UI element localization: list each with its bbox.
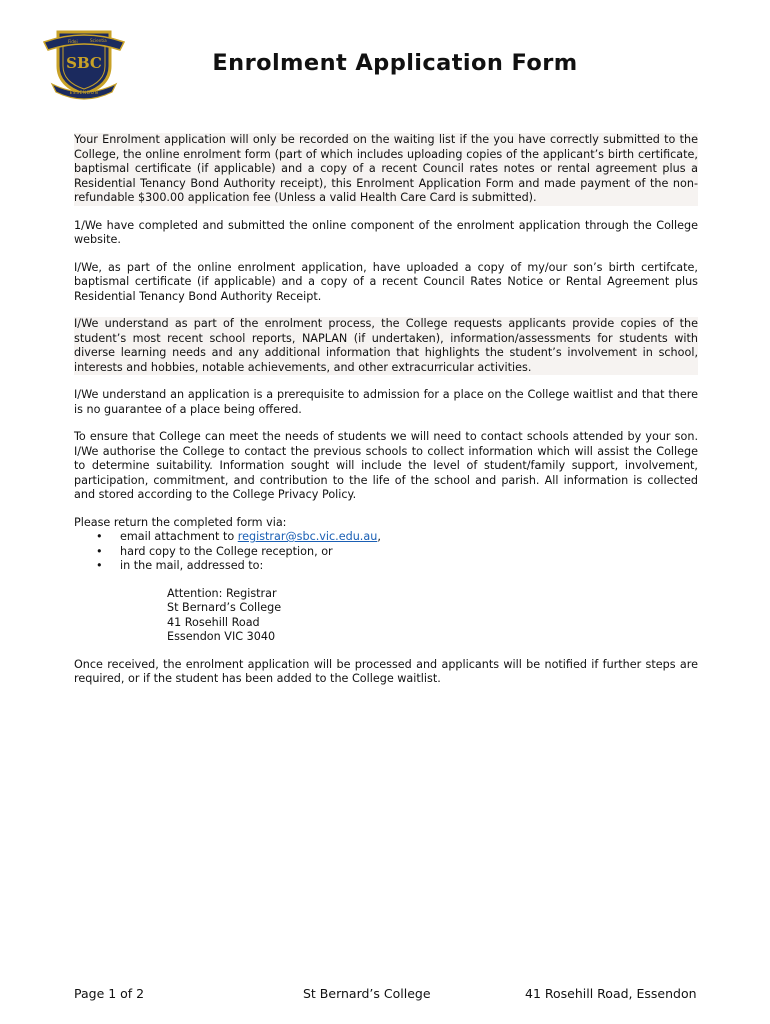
statement-contact-schools: To ensure that College can meet the needs of students we will need to contact schools attended by your son. I/We authorise the College to contact the previous schools to collect information which will assist the College to determine suitability. Information sought will include the level of student/family support, involvement, participation, commitment, and contribution to the life of the school and parish. All information is collected and stored according to the College Privacy Policy.	[74, 430, 698, 501]
footer-address: 41 Rosehill Road, Essendon	[525, 986, 697, 1001]
bullet-icon: •	[96, 544, 103, 558]
address-line: 41 Rosehill Road	[167, 615, 260, 629]
hardcopy-text: hard copy to the College reception, or	[120, 544, 333, 558]
footer-college-name: St Bernard’s College	[303, 986, 431, 1001]
address-line: Essendon VIC 3040	[167, 630, 276, 643]
list-item	[96, 559, 698, 574]
email-prefix: email attachment to	[120, 530, 238, 543]
bullet-icon: •	[96, 559, 103, 572]
banner-left-text: Fidei	[68, 39, 78, 44]
statement-enrolment-process: I/We understand as part of the enrolment process, the College requests applicants provide copies of the student’s most recent school reports, NAPLAN (if undertaken), information/assessments for students with diverse learning needs and any additional information that highlights the student’s involvement in school, interests and hobbies, notable achievements, and other extracurricular activities.	[74, 317, 698, 374]
mail-text: in the mail, addressed to:	[120, 559, 264, 572]
statement-documents-uploaded: I/We, as part of the online enrolment application, have uploaded a copy of my/our son’s birth certifcate, baptismal certificate (if applicable) and a copy of a recent Council Rates Notice or Rental Agreement plus Residential Tenancy Bond Authority Receipt.	[74, 260, 698, 303]
email-suffix: ,	[377, 530, 381, 543]
footer-page-number: Page 1 of 2	[74, 986, 145, 1001]
statement-online-submitted: 1/We have completed and submitted the online component of the enrolment application through the College website.	[74, 218, 698, 246]
registrar-email-link[interactable]: registrar@sbc.vic.edu.au	[237, 530, 378, 543]
bullet-icon: •	[96, 530, 103, 543]
logo-initials: SBC	[66, 54, 102, 72]
closing-paragraph: Once received, the enrolment application will be processed and applicants will be notified if further steps are required, or if the student has been added to the College waitlist.	[74, 657, 698, 685]
banner-right-text: Scientia	[90, 38, 107, 43]
mailing-address	[167, 587, 698, 645]
address-line: Attention: Registrar	[167, 586, 277, 600]
return-heading: Please return the completed form via:	[74, 515, 287, 529]
form-body	[74, 133, 698, 700]
return-methods-list	[74, 530, 698, 574]
list-item	[96, 530, 698, 545]
statement-prerequisite: I/We understand an application is a prerequisite to admission for a place on the College waitlist and that there is no guarantee of a place being offered.	[74, 388, 698, 416]
page-title: Enrolment Application Form	[212, 50, 578, 76]
list-item	[96, 545, 698, 560]
ribbon-text: ESSENDON	[69, 91, 99, 96]
intro-paragraph: Your Enrolment application will only be recorded on the waiting list if the you have correctly submitted to the College, the online enrolment form (part of which includes uploading copies of the applicant’s birth certificate, baptismal certificate (if applicable) and a copy of a recent Council rates notes or rental agreement plus a Residential Tenancy Bond Authority receipt), this Enrolment Application Form and made payment of the non-refundable $300.00 application fee (Unless a valid Health Care Card is submitted).	[74, 133, 698, 204]
address-line: St Bernard’s College	[167, 601, 282, 614]
